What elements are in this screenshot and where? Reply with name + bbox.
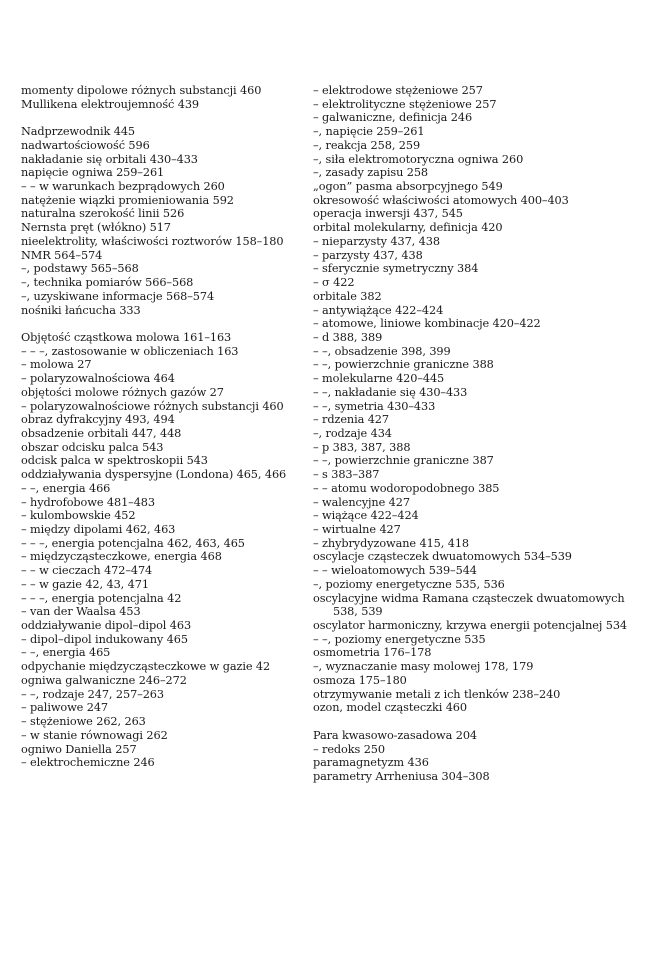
section-spacer	[21, 317, 311, 331]
index-entry: „ogon” pasma absorpcyjnego 549	[313, 180, 503, 194]
index-entry: –, podstawy 565–568	[21, 262, 139, 276]
index-entry: – s 383–387	[313, 468, 380, 482]
index-entry: – hydrofobowe 481–483	[21, 495, 155, 509]
index-entry: – kulombowskie 452	[21, 509, 136, 523]
index-entry: obraz dyfrakcyjny 493, 494	[21, 413, 175, 427]
index-entry: – –, energia 465	[21, 646, 111, 660]
index-entry: – elektrodowe stężeniowe 257	[313, 84, 483, 97]
index-entry: naturalna szerokość linii 526	[21, 207, 185, 221]
index-entry: – sferycznie symetryczny 384	[313, 262, 479, 276]
index-entry: – – atomu wodoropodobnego 385	[313, 481, 500, 495]
index-entry: – polaryzowalnościowa 464	[21, 372, 175, 386]
index-entry: oscylacyjne widma Ramana cząsteczek dwuatomowych 538, 539	[313, 591, 625, 619]
index-entry: – elektrolityczne stężeniowe 257	[313, 97, 497, 111]
index-entry: – d 388, 389	[313, 330, 383, 344]
index-entry: – paliwowe 247	[21, 701, 109, 715]
section-spacer	[313, 715, 631, 729]
index-entry: okresowość właściwości atomowych 400–403	[313, 193, 569, 207]
index-entry: ozon, model cząsteczki 460	[313, 701, 467, 715]
index-column-left	[21, 84, 311, 770]
index-entry: odpychanie międzycząsteczkowe w gazie 42	[21, 660, 271, 674]
index-entry: – p 383, 387, 388	[313, 440, 411, 454]
index-entry: operacja inwersji 437, 545	[313, 207, 463, 221]
index-entry: – wirtualne 427	[313, 523, 401, 536]
index-entry: objętości molowe różnych gazów 27	[21, 385, 224, 399]
index-entry: – – –, zastosowanie w obliczeniach 163	[21, 344, 239, 358]
index-entry: – elektrochemiczne 246	[21, 756, 155, 770]
index-entry: – wiążące 422–424	[313, 509, 419, 523]
index-entry: natężenie wiązki promieniowania 592	[21, 193, 234, 207]
index-entry: oscylacje cząsteczek dwuatomowych 534–539	[313, 550, 572, 564]
index-column-right	[313, 84, 631, 784]
index-entry: ogniwo Daniella 257	[21, 742, 137, 756]
index-entry: nośniki łańcucha 333	[21, 303, 141, 317]
index-entry: otrzymywanie metali z ich tlenków 238–240	[313, 687, 561, 701]
index-entry: momenty dipolowe różnych substancji 460	[21, 84, 262, 97]
index-entry: – polaryzowalnościowe różnych substancji 460	[21, 399, 284, 413]
index-entry: obszar odcisku palca 543	[21, 440, 164, 454]
index-entry: –, wyznaczanie masy molowej 178, 179	[313, 660, 534, 674]
index-entry: – –, poziomy energetyczne 535	[313, 632, 486, 646]
index-entry: NMR 564–574	[21, 248, 103, 262]
index-entry: –, reakcja 258, 259	[313, 138, 421, 152]
index-entry: – redoks 250	[313, 742, 385, 756]
index-entry: nadwartościowość 596	[21, 138, 150, 152]
index-entry: – – w cieczach 472–474	[21, 564, 153, 578]
index-entry: – parzysty 437, 438	[313, 248, 423, 262]
index-entry: oscylator harmoniczny, krzywa energii potencjalnej 534	[313, 619, 628, 633]
index-entry: – stężeniowe 262, 263	[21, 715, 146, 729]
index-entry: odcisk palca w spektroskopii 543	[21, 454, 208, 468]
index-entry: osmoza 175–180	[313, 673, 407, 687]
index-entry: –, zasady zapisu 258	[313, 166, 429, 180]
index-entry: – – –, energia potencjalna 462, 463, 465	[21, 536, 245, 550]
index-entry: – –, symetria 430–433	[313, 399, 436, 413]
index-entry: – –, obsadzenie 398, 399	[313, 344, 451, 358]
index-entry: –, technika pomiarów 566–568	[21, 276, 194, 290]
index-entry: obsadzenie orbitali 447, 448	[21, 426, 182, 440]
index-entry: Nernsta pręt (włókno) 517	[21, 221, 171, 235]
index-entry: Objętość cząstkowa molowa 161–163	[21, 330, 232, 344]
index-entry: – – w gazie 42, 43, 471	[21, 577, 149, 591]
index-entry: – –, nakładanie się 430–433	[313, 385, 468, 399]
index-entry: – atomowe, liniowe kombinacje 420–422	[313, 317, 541, 331]
index-entry: – galwaniczne, definicja 246	[313, 111, 473, 125]
index-entry: – zhybrydyzowane 415, 418	[313, 536, 469, 550]
index-entry: – walencyjne 427	[313, 495, 410, 509]
index-entry: – van der Waalsa 453	[21, 605, 141, 619]
index-entry: paramagnetyzm 436	[313, 756, 429, 770]
index-entry: – –, powierzchnie graniczne 387	[313, 454, 494, 468]
index-entry: –, poziomy energetyczne 535, 536	[313, 577, 505, 591]
index-entry: – nieparzysty 437, 438	[313, 234, 440, 248]
index-entry: oddziaływanie dipol–dipol 463	[21, 619, 192, 633]
index-entry: parametry Arrheniusa 304–308	[313, 769, 490, 783]
index-entry: – w stanie równowagi 262	[21, 728, 168, 742]
index-entry: –, napięcie 259–261	[313, 125, 425, 139]
index-entry: Mullikena elektroujemność 439	[21, 97, 200, 111]
index-entry: – dipol–dipol indukowany 465	[21, 632, 188, 646]
index-entry: – rdzenia 427	[313, 413, 389, 427]
index-entry: –, rodzaje 434	[313, 426, 392, 440]
index-entry: osmometria 176–178	[313, 646, 432, 660]
index-entry: oddziaływania dyspersyjne (Londona) 465, 466	[21, 468, 287, 482]
index-entry: – – w warunkach bezprądowych 260	[21, 180, 225, 194]
index-entry: –, siła elektromotoryczna ogniwa 260	[313, 152, 524, 166]
index-entry: – –, rodzaje 247, 257–263	[21, 687, 164, 701]
index-entry: – między dipolami 462, 463	[21, 523, 176, 536]
section-spacer	[21, 111, 311, 125]
index-entry: orbital molekularny, definicja 420	[313, 221, 503, 235]
index-entry: – antywiążące 422–424	[313, 303, 444, 317]
index-entry: – molowa 27	[21, 358, 92, 372]
index-entry: nieelektrolity, właściwości roztworów 158–180	[21, 234, 284, 248]
index-entry: nakładanie się orbitali 430–433	[21, 152, 198, 166]
index-entry: ogniwa galwaniczne 246–272	[21, 673, 187, 687]
index-entry: – – wieloatomowych 539–544	[313, 564, 477, 578]
index-entry: – –, energia 466	[21, 481, 111, 495]
index-entry: Para kwasowo-zasadowa 204	[313, 728, 478, 742]
index-entry: orbitale 382	[313, 289, 382, 303]
index-entry: – –, powierzchnie graniczne 388	[313, 358, 494, 372]
index-entry: napięcie ogniwa 259–261	[21, 166, 165, 180]
index-entry: – – –, energia potencjalna 42	[21, 591, 182, 605]
index-entry: –, uzyskiwane informacje 568–574	[21, 289, 215, 303]
index-entry: – molekularne 420–445	[313, 372, 445, 386]
index-entry: Nadprzewodnik 445	[21, 125, 136, 139]
index-entry: – międzycząsteczkowe, energia 468	[21, 550, 222, 564]
index-entry: – σ 422	[313, 276, 355, 290]
